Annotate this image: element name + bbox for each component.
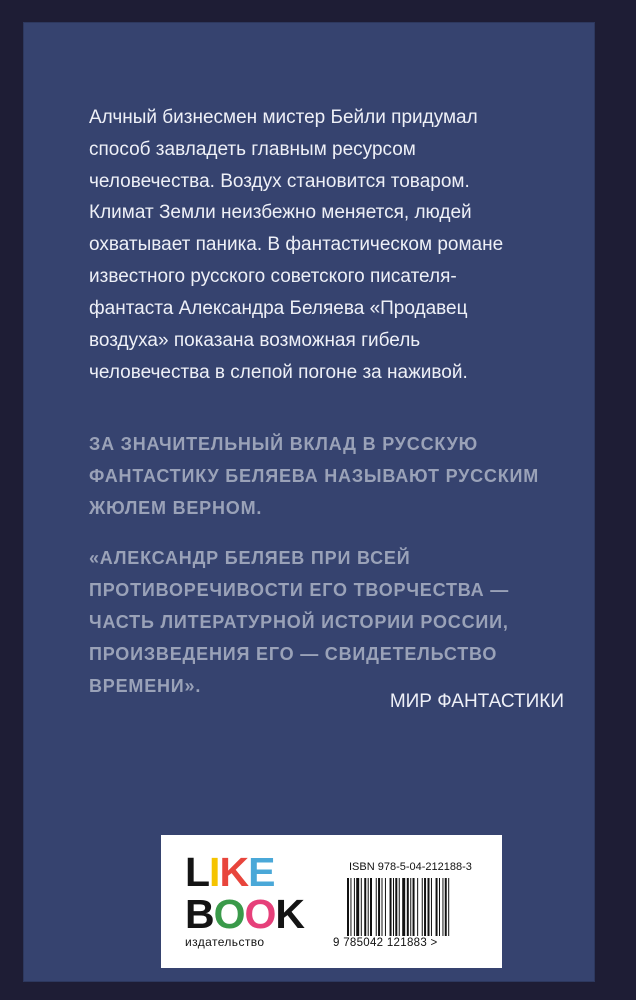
logo-letter: I bbox=[209, 849, 220, 895]
logo-letter: K bbox=[219, 849, 249, 895]
logo-word-like bbox=[185, 849, 275, 895]
highlight-line: ФАНТАСТИКУ БЕЛЯЕВА НАЗЫВАЮТ РУССКИМ bbox=[89, 466, 540, 486]
logo-letter: L bbox=[185, 849, 210, 895]
logo-letter: K bbox=[275, 891, 305, 937]
publisher-logo bbox=[185, 850, 323, 950]
highlight-statement bbox=[89, 428, 539, 524]
barcode-sticker bbox=[161, 835, 502, 968]
logo-letter: B bbox=[185, 891, 214, 937]
blurb-line: Климат Земли неизбежно меняется, людей bbox=[89, 202, 472, 223]
blurb-line: охватывает паника. В фантастическом романе bbox=[89, 234, 504, 255]
quote-source: МИР ФАНТАСТИКИ bbox=[389, 691, 564, 712]
logo-letter: O bbox=[213, 891, 245, 937]
blurb-line: человечества. Воздух становится товаром. bbox=[89, 171, 470, 192]
blurb-paragraph-1 bbox=[89, 102, 569, 198]
blurb-paragraph-2 bbox=[89, 197, 569, 389]
quote-line: ЧАСТЬ ЛИТЕРАТУРНОЙ ИСТОРИИ РОССИИ, bbox=[89, 612, 509, 632]
back-cover bbox=[23, 22, 595, 982]
highlight-line: ЗА ЗНАЧИТЕЛЬНЫЙ ВКЛАД В РУССКУЮ bbox=[89, 434, 478, 454]
barcode-icon bbox=[347, 878, 485, 936]
publisher-subtitle: издательство bbox=[185, 935, 265, 949]
quote-line: ВРЕМЕНИ». bbox=[89, 676, 202, 696]
blurb-line: фантаста Александра Беляева «Продавец bbox=[89, 298, 468, 319]
review-quote bbox=[89, 542, 509, 702]
isbn-label: ISBN 978-5-04-212188-3 bbox=[349, 861, 472, 873]
quote-line: «АЛЕКСАНДР БЕЛЯЕВ ПРИ ВСЕЙ bbox=[89, 548, 411, 568]
quote-line: ПРОТИВОРЕЧИВОСТИ ЕГО ТВОРЧЕСТВА — bbox=[89, 580, 510, 600]
blurb-line: человечества в слепой погоне за наживой. bbox=[89, 362, 468, 383]
logo-letter: O bbox=[244, 891, 276, 937]
logo-letter: E bbox=[248, 849, 275, 895]
ean-number: 9 785042 121883 > bbox=[333, 937, 438, 949]
quote-line: ПРОИЗВЕДЕНИЯ ЕГО — СВИДЕТЕЛЬСТВО bbox=[89, 644, 498, 664]
blurb-line: Алчный бизнесмен мистер Бейли придумал bbox=[89, 107, 478, 128]
blurb-line: известного русского советского писателя- bbox=[89, 266, 457, 287]
blurb-line: воздуха» показана возможная гибель bbox=[89, 330, 421, 351]
blurb-line: способ завладеть главным ресурсом bbox=[89, 139, 416, 160]
logo-word-book bbox=[185, 891, 305, 937]
highlight-line: ЖЮЛЕМ ВЕРНОМ. bbox=[89, 498, 263, 518]
